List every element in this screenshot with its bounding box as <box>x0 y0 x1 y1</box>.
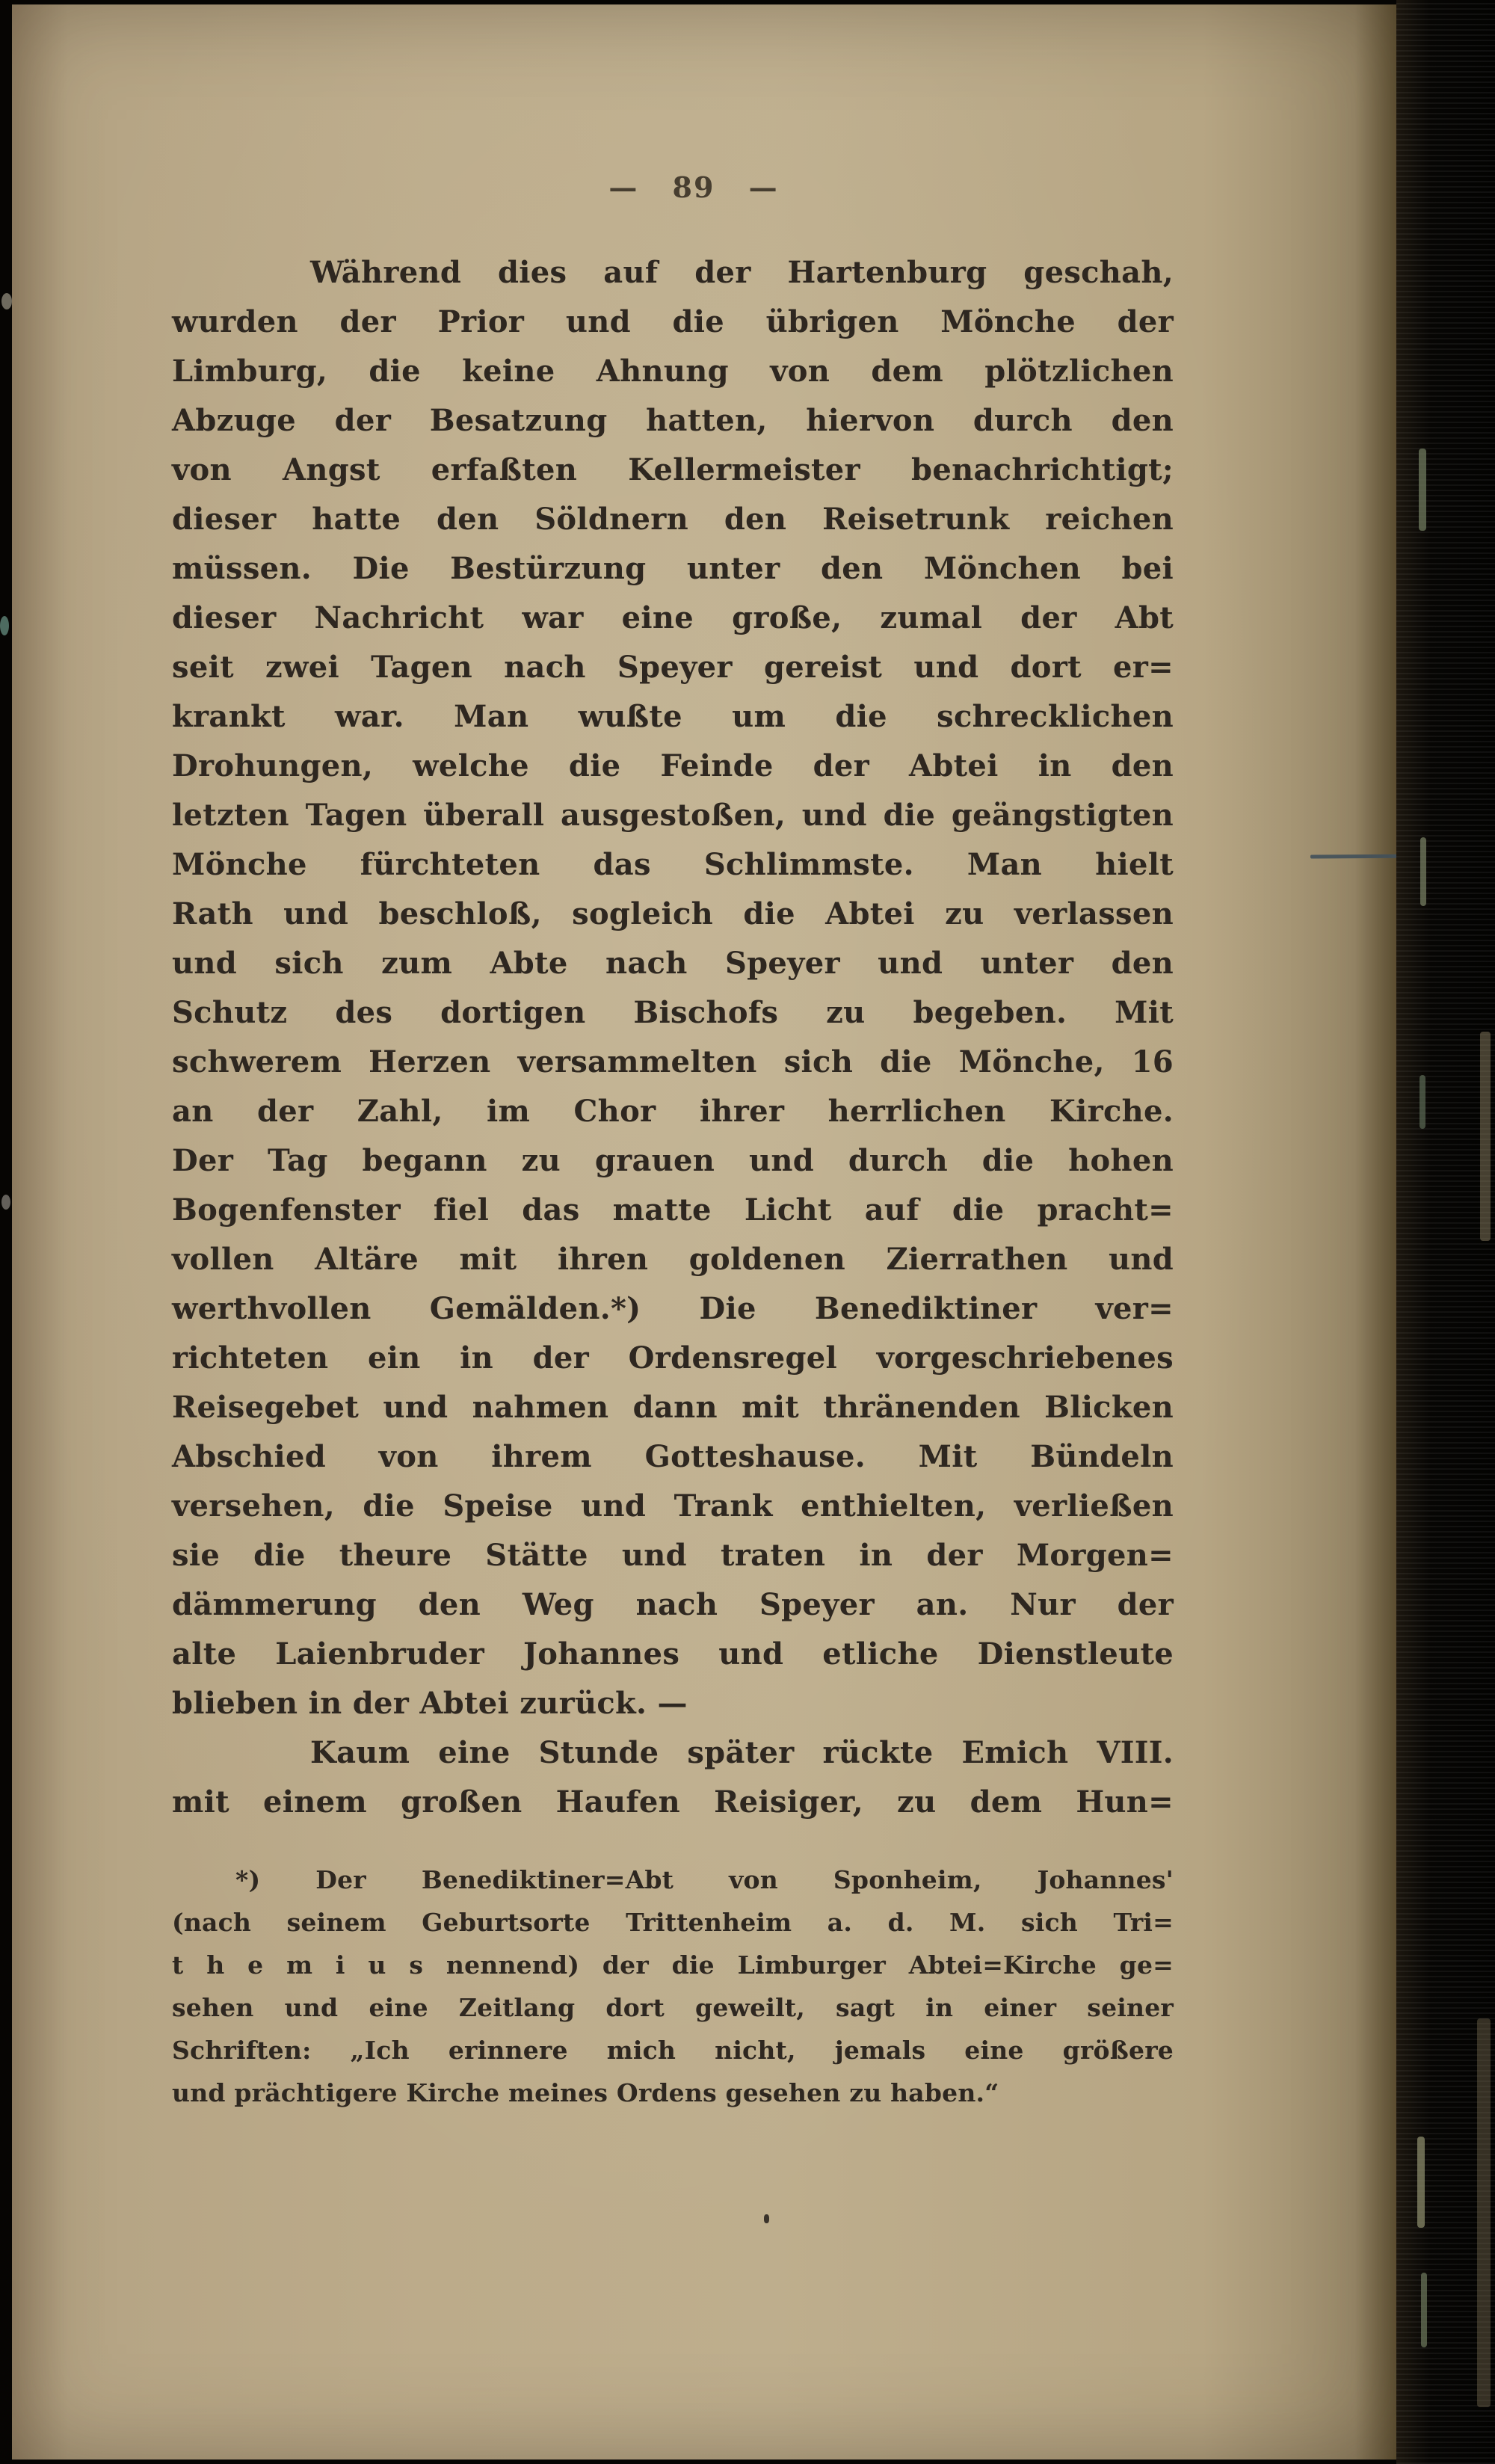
page-edge-mark <box>1419 449 1426 531</box>
text-line: (nach seinem Geburtsorte Trittenheim a. d. M. sich Tri= <box>172 1908 1174 1937</box>
text-line: *) Der Benediktiner=Abt von Sponheim, Johannes' <box>235 1865 1174 1894</box>
text-line: werthvollen Gemälden.*) Die Benediktiner ver= <box>172 1291 1174 1326</box>
text-line: Rath und beschloß, sogleich die Abtei zu verlassen <box>172 896 1174 931</box>
text-line: und sich zum Abte nach Speyer und unter den <box>172 946 1174 981</box>
text-line: Schriften: „Ich erinnere mich nicht, jemals eine größere <box>172 2036 1174 2065</box>
text-line: Der Tag begann zu grauen und durch die hohen <box>172 1143 1174 1178</box>
text-line: Limburg, die keine Ahnung von dem plötzlichen <box>172 354 1174 389</box>
footnote-block <box>172 1858 1174 2114</box>
text-line: krankt war. Man wußte um die schrecklichen <box>172 699 1174 734</box>
text-line: sehen und eine Zeitlang dort geweilt, sagt in einer seiner <box>172 1993 1174 2022</box>
page-edge-mark <box>1420 1075 1425 1129</box>
text-line: dämmerung den Weg nach Speyer an. Nur der <box>172 1587 1174 1622</box>
text-line: t h e m i u s nennend) der die Limburger Abtei=Kirche ge= <box>172 1950 1174 1980</box>
scan-speck <box>1 1195 10 1210</box>
text-line: Bogenfenster fiel das matte Licht auf die pracht= <box>172 1192 1174 1228</box>
text-line: richteten ein in der Ordensregel vorgeschriebenes <box>172 1340 1174 1376</box>
page-edge-mark <box>1477 2018 1491 2407</box>
text-line: seit zwei Tagen nach Speyer gereist und dort er= <box>172 650 1174 685</box>
page-number: — 89 — <box>608 170 779 204</box>
text-line: sie die theure Stätte und traten in der Morgen= <box>172 1538 1174 1573</box>
page-edge-mark <box>1417 2137 1425 2228</box>
text-line: vollen Altäre mit ihren goldenen Zierrathen und <box>172 1242 1174 1277</box>
page-edge-mark <box>1421 2273 1427 2347</box>
main-text-block <box>172 248 1174 1827</box>
scan-speck <box>764 2214 769 2223</box>
text-line: alte Laienbruder Johannes und etliche Dienstleute <box>172 1636 1174 1672</box>
text-line: Abschied von ihrem Gotteshause. Mit Bündeln <box>172 1439 1174 1474</box>
page-edge-mark <box>1480 1032 1491 1241</box>
text-line: Reisegebet und nahmen dann mit thränenden Blicken <box>172 1390 1174 1425</box>
text-line: müssen. Die Bestürzung unter den Mönchen bei <box>172 551 1174 586</box>
book-edge <box>1396 0 1495 2464</box>
text-line: an der Zahl, im Chor ihrer herrlichen Kirche. <box>172 1094 1174 1129</box>
scan-speck <box>1 293 12 309</box>
scan-speck <box>0 616 9 635</box>
text-line: Abzuge der Besatzung hatten, hiervon durch den <box>172 403 1174 438</box>
text-line: Schutz des dortigen Bischofs zu begeben. Mit <box>172 995 1174 1030</box>
text-line: blieben in der Abtei zurück. — <box>172 1686 688 1721</box>
text-line: Während dies auf der Hartenburg geschah, <box>310 255 1174 290</box>
book-page <box>12 4 1396 2460</box>
text-line: Mönche fürchteten das Schlimmste. Man hielt <box>172 847 1174 882</box>
text-line: versehen, die Speise und Trank enthielten, verließen <box>172 1488 1174 1524</box>
text-line: wurden der Prior und die übrigen Mönche der <box>172 304 1174 339</box>
text-line: von Angst erfaßten Kellermeister benachrichtigt; <box>172 452 1174 487</box>
text-line: dieser Nachricht war eine große, zumal der Abt <box>172 600 1174 635</box>
text-line: mit einem großen Haufen Reisiger, zu dem Hun= <box>172 1784 1174 1820</box>
text-line: Kaum eine Stunde später rückte Emich VIII. <box>310 1735 1174 1770</box>
text-line: letzten Tagen überall ausgestoßen, und die geängstigten <box>172 798 1174 833</box>
text-line: dieser hatte den Söldnern den Reisetrunk reichen <box>172 502 1174 537</box>
text-line: Drohungen, welche die Feinde der Abtei in den <box>172 748 1174 783</box>
text-line: und prächtigere Kirche meines Ordens gesehen zu haben.“ <box>172 2078 999 2107</box>
page-edge-mark <box>1420 837 1426 906</box>
text-line: schwerem Herzen versammelten sich die Mönche, 16 <box>172 1044 1174 1079</box>
